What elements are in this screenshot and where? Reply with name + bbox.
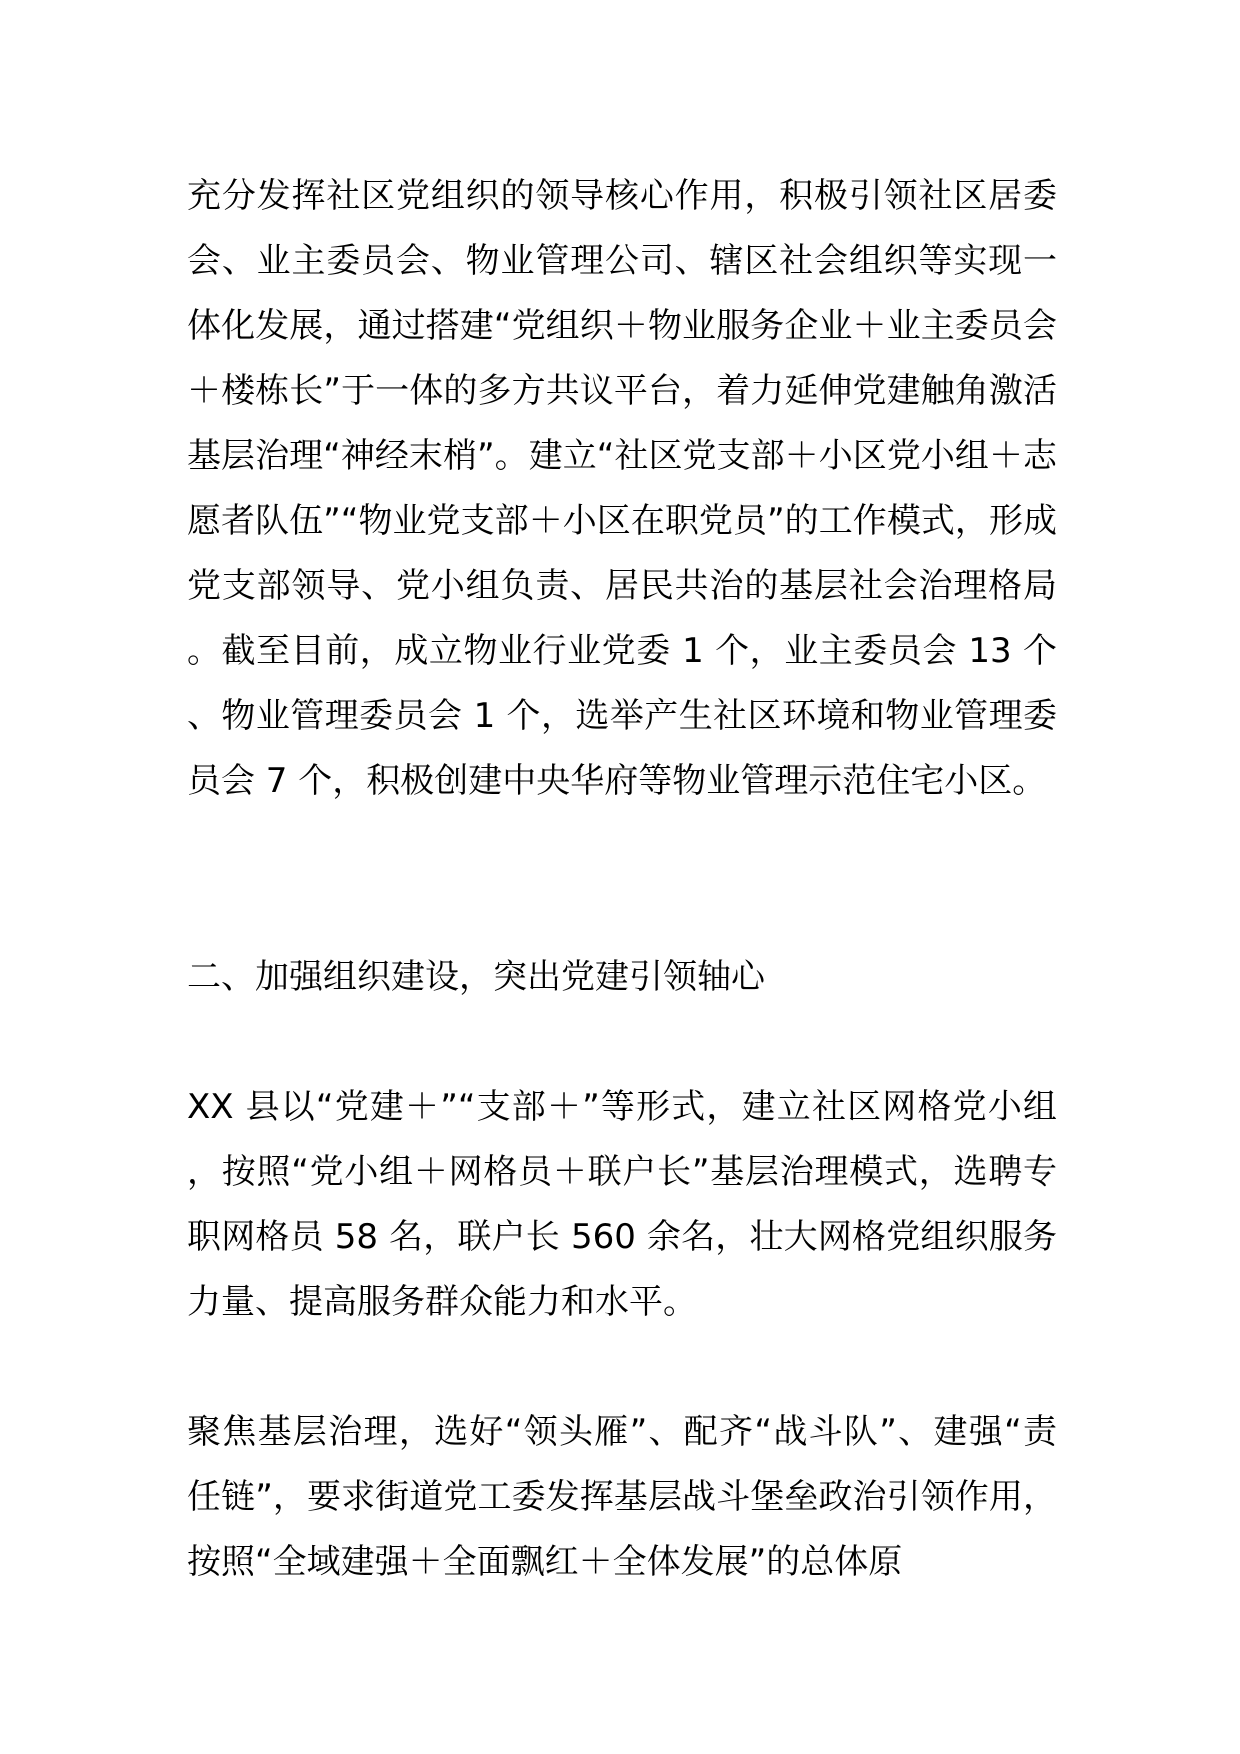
paragraph-grassroots-governance: 聚焦基层治理，选好“领头雁”、配齐“战斗队”、建强“责任链”，要求街道党工委发挥基层战斗堡垒政治引领作用，按照“全域建强＋全面飘红＋全体发展”的总体原	[187, 1412, 1057, 1582]
paragraph-grid-party-group: XX 县以“党建＋”“支部＋”等形式，建立社区网格党小组，按照“党小组＋网格员＋联户长”基层治理模式，选聘专职网格员 58 名，联户长 560 余名，壮大网格党组织服务力量、提高服务群众能力和水平。	[187, 1087, 1057, 1322]
paragraph-community-governance: 充分发挥社区党组织的领导核心作用，积极引领社区居委会、业主委员会、物业管理公司、辖区社会组织等实现一体化发展，通过搭建“党组织＋物业服务企业＋业主委员会＋楼栋长”于一体的多方共议平台，着力延伸党建触角激活基层治理“神经末梢”。建立“社区党支部＋小区党小组＋志愿者队伍”“物业党支部＋小区在职党员”的工作模式，形成党支部领导、党小组负责、居民共治的基层社会治理格局。截至目前，成立物业行业党委 1 个，业主委员会 13 个、物业管理委员会 1 个，选举产生社区环境和物业管理委员会 7 个，积极创建中央华府等物业管理示范住宅小区。	[187, 176, 1057, 801]
section-heading-organization: 二、加强组织建设，突出党建引领轴心	[187, 957, 765, 997]
